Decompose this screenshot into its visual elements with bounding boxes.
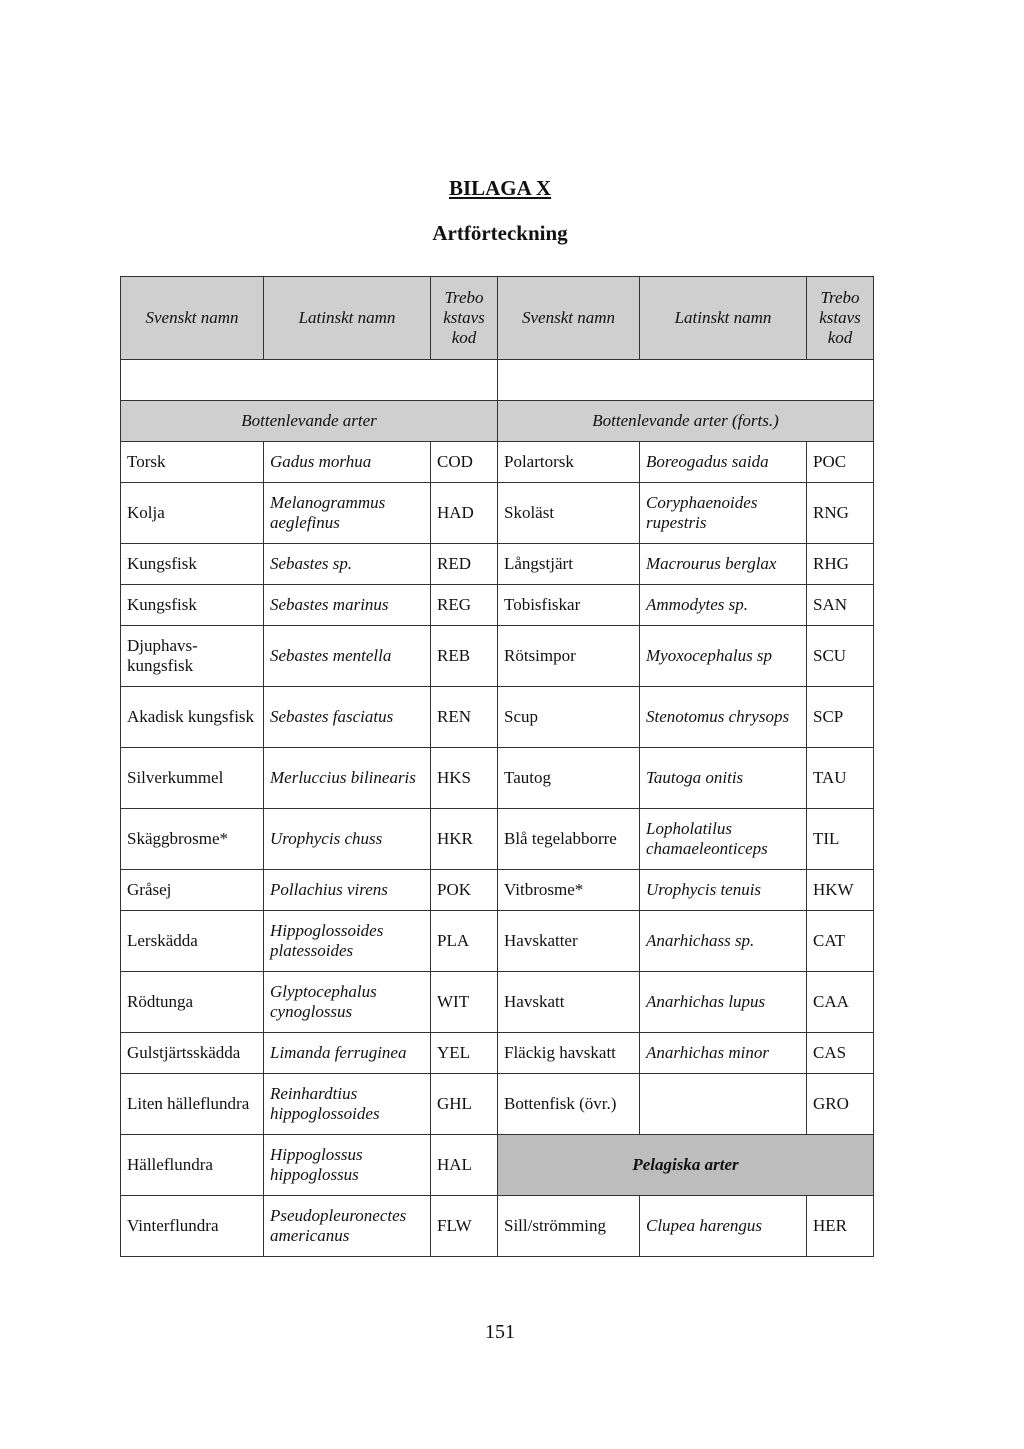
latin-name-cell: Coryphaenoides rupestris <box>640 483 807 544</box>
table-row <box>121 1074 874 1135</box>
code-cell: FLW <box>431 1196 498 1257</box>
code-cell: PLA <box>431 911 498 972</box>
table-row <box>121 972 874 1033</box>
swedish-name-cell: Havskatt <box>498 972 640 1033</box>
swedish-name-cell: Hälleflundra <box>121 1135 264 1196</box>
swedish-name-cell: Skoläst <box>498 483 640 544</box>
table-header-row <box>121 277 874 360</box>
latin-name-cell: Pseudopleuronectes americanus <box>264 1196 431 1257</box>
latin-name-cell: Limanda ferruginea <box>264 1033 431 1074</box>
code-cell: POK <box>431 870 498 911</box>
code-cell: SAN <box>807 585 874 626</box>
latin-name-cell: Clupea harengus <box>640 1196 807 1257</box>
code-cell: YEL <box>431 1033 498 1074</box>
latin-name-cell <box>640 1074 807 1135</box>
code-cell: REN <box>431 687 498 748</box>
code-cell: HKR <box>431 809 498 870</box>
swedish-name-cell: Tobisfiskar <box>498 585 640 626</box>
latin-name-cell: Sebastes marinus <box>264 585 431 626</box>
header-latin-name: Latinskt namn <box>264 277 431 360</box>
table-row <box>121 748 874 809</box>
swedish-name-cell: Kungsfisk <box>121 585 264 626</box>
header-code: Trebo kstavs kod <box>431 277 498 360</box>
swedish-name-cell: Vinterflundra <box>121 1196 264 1257</box>
code-cell: HAD <box>431 483 498 544</box>
latin-name-cell: Hippoglossus hippoglossus <box>264 1135 431 1196</box>
table-row <box>121 585 874 626</box>
swedish-name-cell: Långstjärt <box>498 544 640 585</box>
latin-name-cell: Urophycis tenuis <box>640 870 807 911</box>
code-cell: HER <box>807 1196 874 1257</box>
swedish-name-cell: Tautog <box>498 748 640 809</box>
swedish-name-cell: Torsk <box>121 442 264 483</box>
swedish-name-cell: Rödtunga <box>121 972 264 1033</box>
code-cell: REG <box>431 585 498 626</box>
section-pelagic-species: Pelagiska arter <box>498 1135 874 1196</box>
latin-name-cell: Myoxocephalus sp <box>640 626 807 687</box>
table-row <box>121 626 874 687</box>
code-cell: HKW <box>807 870 874 911</box>
code-cell: WIT <box>431 972 498 1033</box>
section-row <box>121 401 874 442</box>
swedish-name-cell: Skäggbrosme* <box>121 809 264 870</box>
latin-name-cell: Macrourus berglax <box>640 544 807 585</box>
code-cell: HAL <box>431 1135 498 1196</box>
latin-name-cell: Stenotomus chrysops <box>640 687 807 748</box>
section-bottom-species-cont: Bottenlevande arter (forts.) <box>498 401 874 442</box>
header-swedish-name: Svenskt namn <box>121 277 264 360</box>
latin-name-cell: Anarhichass sp. <box>640 911 807 972</box>
swedish-name-cell: Polartorsk <box>498 442 640 483</box>
swedish-name-cell: Vitbrosme* <box>498 870 640 911</box>
header-latin-name-2: Latinskt namn <box>640 277 807 360</box>
header-swedish-name-2: Svenskt namn <box>498 277 640 360</box>
swedish-name-cell: Havskatter <box>498 911 640 972</box>
swedish-name-cell: Scup <box>498 687 640 748</box>
code-cell: REB <box>431 626 498 687</box>
blank-cell-right <box>498 360 874 401</box>
swedish-name-cell: Akadisk kungsfisk <box>121 687 264 748</box>
latin-name-cell: Glyptocephalus cynoglossus <box>264 972 431 1033</box>
latin-name-cell: Anarhichas lupus <box>640 972 807 1033</box>
code-cell: TAU <box>807 748 874 809</box>
swedish-name-cell: Blå tegelabborre <box>498 809 640 870</box>
code-cell: TIL <box>807 809 874 870</box>
swedish-name-cell: Gråsej <box>121 870 264 911</box>
latin-name-cell: Sebastes sp. <box>264 544 431 585</box>
table-row <box>121 687 874 748</box>
table-row <box>121 442 874 483</box>
table-row <box>121 1196 874 1257</box>
latin-name-cell: Hippoglossoides platessoides <box>264 911 431 972</box>
latin-name-cell: Anarhichas minor <box>640 1033 807 1074</box>
code-cell: POC <box>807 442 874 483</box>
latin-name-cell: Sebastes mentella <box>264 626 431 687</box>
table-row <box>121 809 874 870</box>
table-row <box>121 870 874 911</box>
swedish-name-cell: Rötsimpor <box>498 626 640 687</box>
swedish-name-cell: Silverkummel <box>121 748 264 809</box>
species-table <box>120 276 874 1257</box>
code-cell: HKS <box>431 748 498 809</box>
latin-name-cell: Gadus morhua <box>264 442 431 483</box>
code-cell: COD <box>431 442 498 483</box>
swedish-name-cell: Sill/strömming <box>498 1196 640 1257</box>
latin-name-cell: Merluccius bilinearis <box>264 748 431 809</box>
code-cell: SCP <box>807 687 874 748</box>
code-cell: RHG <box>807 544 874 585</box>
latin-name-cell: Sebastes fasciatus <box>264 687 431 748</box>
page-title: BILAGA X <box>448 176 552 200</box>
latin-name-cell: Reinhardtius hippoglossoides <box>264 1074 431 1135</box>
table-row <box>121 544 874 585</box>
code-cell: SCU <box>807 626 874 687</box>
code-cell: RNG <box>807 483 874 544</box>
table-row <box>121 1135 874 1196</box>
swedish-name-cell: Kungsfisk <box>121 544 264 585</box>
latin-name-cell: Ammodytes sp. <box>640 585 807 626</box>
swedish-name-cell: Bottenfisk (övr.) <box>498 1074 640 1135</box>
latin-name-cell: Urophycis chuss <box>264 809 431 870</box>
code-cell: GHL <box>431 1074 498 1135</box>
latin-name-cell: Boreogadus saida <box>640 442 807 483</box>
latin-name-cell: Tautoga onitis <box>640 748 807 809</box>
swedish-name-cell: Fläckig havskatt <box>498 1033 640 1074</box>
code-cell: RED <box>431 544 498 585</box>
swedish-name-cell: Gulstjärtsskädda <box>121 1033 264 1074</box>
header-code-2: Trebo kstavs kod <box>807 277 874 360</box>
swedish-name-cell: Lerskädda <box>121 911 264 972</box>
blank-cell-left <box>121 360 498 401</box>
swedish-name-cell: Kolja <box>121 483 264 544</box>
code-cell: CAS <box>807 1033 874 1074</box>
code-cell: CAA <box>807 972 874 1033</box>
latin-name-cell: Pollachius virens <box>264 870 431 911</box>
blank-row <box>121 360 874 401</box>
page-subtitle: Artförteckning <box>432 221 568 245</box>
swedish-name-cell: Djuphavs-kungsfisk <box>121 626 264 687</box>
section-bottom-species: Bottenlevande arter <box>121 401 498 442</box>
latin-name-cell: Lopholatilus chamaeleonticeps <box>640 809 807 870</box>
table-row <box>121 911 874 972</box>
table-row <box>121 1033 874 1074</box>
swedish-name-cell: Liten hälleflundra <box>121 1074 264 1135</box>
table-row <box>121 483 874 544</box>
page-number: 151 <box>485 1321 515 1343</box>
code-cell: GRO <box>807 1074 874 1135</box>
latin-name-cell: Melanogrammus aeglefinus <box>264 483 431 544</box>
code-cell: CAT <box>807 911 874 972</box>
